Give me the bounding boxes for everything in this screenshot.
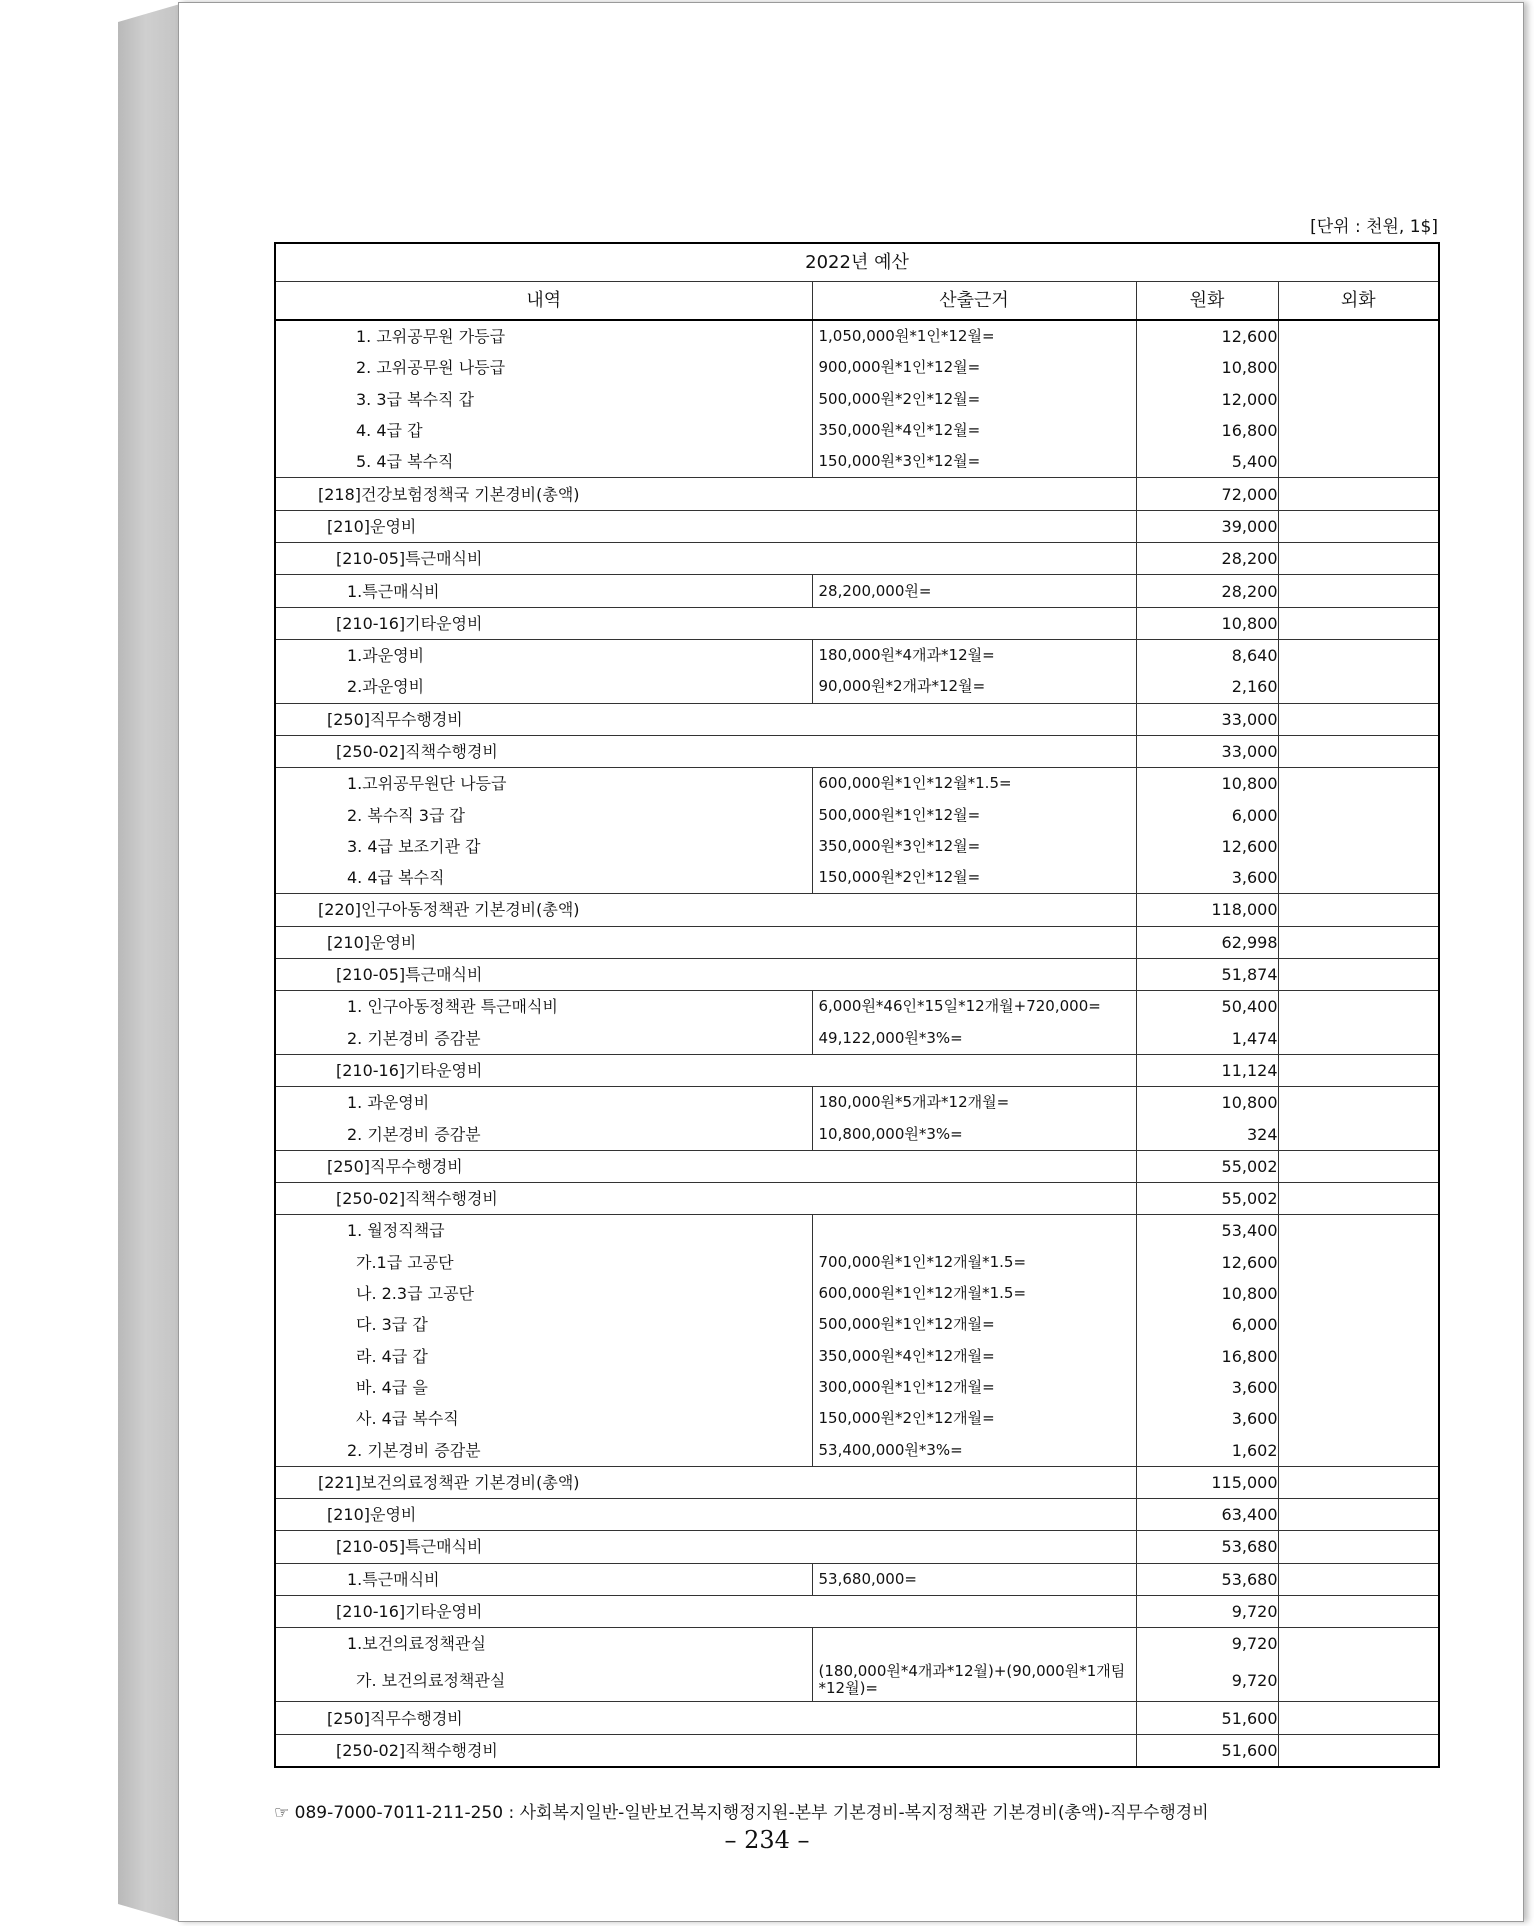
row-amount-foreign <box>1278 320 1439 352</box>
row-amount-foreign <box>1278 1403 1439 1434</box>
row-description: [210]운영비 <box>275 1498 1136 1530</box>
row-description: [218]건강보험정책국 기본경비(총액) <box>275 478 1136 510</box>
row-amount-krw: 39,000 <box>1136 510 1278 542</box>
row-description: [250-02]직책수행경비 <box>275 1734 1136 1767</box>
table-row <box>275 1734 1439 1767</box>
table-row <box>275 831 1439 862</box>
row-amount-krw: 33,000 <box>1136 735 1278 767</box>
row-amount-krw: 118,000 <box>1136 894 1278 926</box>
table-row <box>275 1702 1439 1734</box>
table-row <box>275 991 1439 1023</box>
row-amount-foreign <box>1278 768 1439 800</box>
row-description: 3. 4급 보조기관 갑 <box>275 831 812 862</box>
table-row <box>275 1278 1439 1309</box>
table-row <box>275 703 1439 735</box>
table-row <box>275 446 1439 478</box>
row-amount-krw: 55,002 <box>1136 1150 1278 1182</box>
row-amount-foreign <box>1278 1702 1439 1734</box>
table-row <box>275 384 1439 415</box>
row-basis: 500,000원*1인*12월= <box>812 799 1136 830</box>
table-row <box>275 1403 1439 1434</box>
table-row <box>275 958 1439 990</box>
table-row <box>275 799 1439 830</box>
account-code-footnote: ☞ 089-7000-7011-211-250 : 사회복지일반-일반보건복지행정지원-본부 기본경비-복지정책관 기본경비(총액)-직무수행경비 <box>274 1803 1209 1823</box>
row-description: [250-02]직책수행경비 <box>275 1183 1136 1215</box>
row-amount-krw: 16,800 <box>1136 1341 1278 1372</box>
table-row <box>275 415 1439 446</box>
row-amount-foreign <box>1278 1466 1439 1498</box>
row-description: 2. 기본경비 증감분 <box>275 1118 812 1150</box>
table-row <box>275 1150 1439 1182</box>
row-amount-foreign <box>1278 415 1439 446</box>
table-row <box>275 639 1439 671</box>
row-amount-krw: 9,720 <box>1136 1659 1278 1702</box>
table-row <box>275 768 1439 800</box>
row-amount-foreign <box>1278 671 1439 703</box>
row-amount-foreign <box>1278 543 1439 575</box>
row-amount-foreign <box>1278 1247 1439 1278</box>
row-description: [210-05]특근매식비 <box>275 1531 1136 1563</box>
row-basis: 900,000원*1인*12월= <box>812 352 1136 383</box>
row-description: 라. 4급 갑 <box>275 1341 812 1372</box>
row-amount-krw: 51,600 <box>1136 1702 1278 1734</box>
row-description: 1. 고위공무원 가등급 <box>275 320 812 352</box>
row-basis <box>812 1215 1136 1247</box>
row-amount-foreign <box>1278 991 1439 1023</box>
row-basis: 350,000원*4인*12개월= <box>812 1341 1136 1372</box>
row-amount-krw: 2,160 <box>1136 671 1278 703</box>
row-description: 1.고위공무원단 나등급 <box>275 768 812 800</box>
row-basis: (180,000원*4개과*12월)+(90,000원*1개팀*12월)= <box>812 1659 1136 1702</box>
row-description: 2. 고위공무원 나등급 <box>275 352 812 383</box>
table-row <box>275 575 1439 607</box>
table-row <box>275 1372 1439 1403</box>
row-description: [210-16]기타운영비 <box>275 607 1136 639</box>
row-description: 사. 4급 복수직 <box>275 1403 812 1434</box>
row-basis: 150,000원*3인*12월= <box>812 446 1136 478</box>
table-row <box>275 1023 1439 1055</box>
row-amount-foreign <box>1278 894 1439 926</box>
row-amount-krw: 9,720 <box>1136 1595 1278 1627</box>
row-amount-foreign <box>1278 1595 1439 1627</box>
row-description: [210]운영비 <box>275 926 1136 958</box>
row-amount-krw: 3,600 <box>1136 1403 1278 1434</box>
row-amount-foreign <box>1278 575 1439 607</box>
row-basis: 90,000원*2개과*12월= <box>812 671 1136 703</box>
row-amount-foreign <box>1278 831 1439 862</box>
row-amount-foreign <box>1278 1498 1439 1530</box>
table-row <box>275 926 1439 958</box>
row-amount-foreign <box>1278 1628 1439 1660</box>
row-amount-foreign <box>1278 1215 1439 1247</box>
row-basis: 350,000원*3인*12월= <box>812 831 1136 862</box>
table-row <box>275 1466 1439 1498</box>
row-amount-foreign <box>1278 1563 1439 1595</box>
row-amount-krw: 12,600 <box>1136 831 1278 862</box>
row-description: [210-05]특근매식비 <box>275 543 1136 575</box>
row-amount-foreign <box>1278 639 1439 671</box>
row-description: [250]직무수행경비 <box>275 703 1136 735</box>
table-body <box>275 320 1439 1767</box>
row-amount-foreign <box>1278 1118 1439 1150</box>
row-basis: 6,000원*46인*15일*12개월+720,000= <box>812 991 1136 1023</box>
row-description: 1. 과운영비 <box>275 1087 812 1119</box>
row-description: 5. 4급 복수직 <box>275 446 812 478</box>
row-amount-krw: 28,200 <box>1136 575 1278 607</box>
row-amount-foreign <box>1278 799 1439 830</box>
row-amount-krw: 10,800 <box>1136 352 1278 383</box>
row-amount-krw: 1,602 <box>1136 1434 1278 1466</box>
row-basis: 600,000원*1인*12개월*1.5= <box>812 1278 1136 1309</box>
table-row <box>275 352 1439 383</box>
row-amount-foreign <box>1278 478 1439 510</box>
row-amount-krw: 72,000 <box>1136 478 1278 510</box>
row-basis: 500,000원*1인*12개월= <box>812 1309 1136 1340</box>
row-amount-krw: 9,720 <box>1136 1628 1278 1660</box>
row-amount-krw: 51,874 <box>1136 958 1278 990</box>
row-amount-krw: 8,640 <box>1136 639 1278 671</box>
table-row <box>275 1247 1439 1278</box>
row-amount-foreign <box>1278 735 1439 767</box>
page-number: – 234 – <box>724 1826 810 1854</box>
column-header-basis: 산출근거 <box>812 282 1136 321</box>
row-amount-foreign <box>1278 1734 1439 1767</box>
row-description: 2. 기본경비 증감분 <box>275 1023 812 1055</box>
row-amount-krw: 10,800 <box>1136 768 1278 800</box>
row-amount-krw: 53,680 <box>1136 1531 1278 1563</box>
row-basis: 500,000원*2인*12월= <box>812 384 1136 415</box>
row-description: 1.특근매식비 <box>275 575 812 607</box>
column-header-description: 내역 <box>275 282 812 321</box>
row-amount-foreign <box>1278 1278 1439 1309</box>
table-row <box>275 1215 1439 1247</box>
row-amount-krw: 10,800 <box>1136 1087 1278 1119</box>
row-amount-krw: 53,400 <box>1136 1215 1278 1247</box>
row-amount-krw: 115,000 <box>1136 1466 1278 1498</box>
row-amount-krw: 12,000 <box>1136 384 1278 415</box>
row-amount-krw: 16,800 <box>1136 415 1278 446</box>
table-row <box>275 1498 1439 1530</box>
row-amount-krw: 28,200 <box>1136 543 1278 575</box>
row-amount-foreign <box>1278 703 1439 735</box>
row-basis: 700,000원*1인*12개월*1.5= <box>812 1247 1136 1278</box>
row-amount-krw: 33,000 <box>1136 703 1278 735</box>
row-basis: 28,200,000원= <box>812 575 1136 607</box>
row-amount-krw: 1,474 <box>1136 1023 1278 1055</box>
table-row <box>275 478 1439 510</box>
row-amount-krw: 51,600 <box>1136 1734 1278 1767</box>
row-amount-foreign <box>1278 862 1439 894</box>
book-spine <box>118 4 180 1922</box>
row-description: 2. 복수직 3급 갑 <box>275 799 812 830</box>
row-description: [210-16]기타운영비 <box>275 1054 1136 1086</box>
table-row <box>275 862 1439 894</box>
row-basis: 10,800,000원*3%= <box>812 1118 1136 1150</box>
row-description: 가.1급 고공단 <box>275 1247 812 1278</box>
row-amount-krw: 10,800 <box>1136 1278 1278 1309</box>
table-row <box>275 1659 1439 1702</box>
row-amount-foreign <box>1278 926 1439 958</box>
table-title: 2022년 예산 <box>275 243 1439 282</box>
row-description: 가. 보건의료정책관실 <box>275 1659 812 1702</box>
row-amount-krw: 12,600 <box>1136 320 1278 352</box>
row-amount-foreign <box>1278 1531 1439 1563</box>
row-amount-krw: 6,000 <box>1136 1309 1278 1340</box>
row-amount-foreign <box>1278 510 1439 542</box>
row-amount-krw: 62,998 <box>1136 926 1278 958</box>
table-row <box>275 894 1439 926</box>
row-amount-foreign <box>1278 1023 1439 1055</box>
row-basis: 350,000원*4인*12월= <box>812 415 1136 446</box>
row-basis: 150,000원*2인*12개월= <box>812 1403 1136 1434</box>
table-row <box>275 543 1439 575</box>
row-amount-foreign <box>1278 1434 1439 1466</box>
table-row <box>275 735 1439 767</box>
row-basis: 180,000원*4개과*12월= <box>812 639 1136 671</box>
row-amount-foreign <box>1278 1150 1439 1182</box>
row-amount-krw: 324 <box>1136 1118 1278 1150</box>
row-description: 3. 3급 복수직 갑 <box>275 384 812 415</box>
row-basis: 53,680,000= <box>812 1563 1136 1595</box>
table-row <box>275 1309 1439 1340</box>
row-description: [210-16]기타운영비 <box>275 1595 1136 1627</box>
row-description: 1.특근매식비 <box>275 1563 812 1595</box>
row-description: 나. 2.3급 고공단 <box>275 1278 812 1309</box>
row-basis: 49,122,000원*3%= <box>812 1023 1136 1055</box>
budget-table <box>274 242 1440 1768</box>
row-basis: 1,050,000원*1인*12월= <box>812 320 1136 352</box>
row-basis: 150,000원*2인*12월= <box>812 862 1136 894</box>
row-amount-krw: 3,600 <box>1136 1372 1278 1403</box>
row-description: 1.보건의료정책관실 <box>275 1628 812 1660</box>
row-amount-krw: 50,400 <box>1136 991 1278 1023</box>
table-row <box>275 1118 1439 1150</box>
row-description: 1.과운영비 <box>275 639 812 671</box>
row-amount-krw: 10,800 <box>1136 607 1278 639</box>
table-row <box>275 1087 1439 1119</box>
table-row <box>275 607 1439 639</box>
table-row <box>275 671 1439 703</box>
row-amount-foreign <box>1278 1659 1439 1702</box>
row-description: 2.과운영비 <box>275 671 812 703</box>
table-row <box>275 1183 1439 1215</box>
row-description: 다. 3급 갑 <box>275 1309 812 1340</box>
row-basis: 180,000원*5개과*12개월= <box>812 1087 1136 1119</box>
row-amount-krw: 55,002 <box>1136 1183 1278 1215</box>
row-description: [250]직무수행경비 <box>275 1702 1136 1734</box>
table-row <box>275 1341 1439 1372</box>
row-amount-krw: 5,400 <box>1136 446 1278 478</box>
row-amount-foreign <box>1278 958 1439 990</box>
row-amount-foreign <box>1278 352 1439 383</box>
row-description: [220]인구아동정책관 기본경비(총액) <box>275 894 1136 926</box>
table-row <box>275 1628 1439 1660</box>
column-header-krw: 원화 <box>1136 282 1278 321</box>
row-description: 4. 4급 복수직 <box>275 862 812 894</box>
row-amount-foreign <box>1278 446 1439 478</box>
row-amount-foreign <box>1278 607 1439 639</box>
row-amount-foreign <box>1278 1183 1439 1215</box>
row-description: 바. 4급 을 <box>275 1372 812 1403</box>
row-description: 1. 인구아동정책관 특근매식비 <box>275 991 812 1023</box>
row-description: [250-02]직책수행경비 <box>275 735 1136 767</box>
row-description: 1. 월정직책급 <box>275 1215 812 1247</box>
row-amount-krw: 6,000 <box>1136 799 1278 830</box>
row-description: 2. 기본경비 증감분 <box>275 1434 812 1466</box>
unit-note: [단위 : 천원, 1$] <box>1310 217 1438 237</box>
row-description: [210-05]특근매식비 <box>275 958 1136 990</box>
row-amount-foreign <box>1278 1372 1439 1403</box>
row-amount-foreign <box>1278 1309 1439 1340</box>
row-description: [250]직무수행경비 <box>275 1150 1136 1182</box>
row-amount-foreign <box>1278 1087 1439 1119</box>
table-row <box>275 320 1439 352</box>
row-amount-foreign <box>1278 1054 1439 1086</box>
row-amount-foreign <box>1278 384 1439 415</box>
row-amount-krw: 12,600 <box>1136 1247 1278 1278</box>
row-description: [210]운영비 <box>275 510 1136 542</box>
row-amount-krw: 3,600 <box>1136 862 1278 894</box>
row-amount-krw: 53,680 <box>1136 1563 1278 1595</box>
table-row <box>275 1054 1439 1086</box>
row-basis: 53,400,000원*3%= <box>812 1434 1136 1466</box>
row-basis: 300,000원*1인*12개월= <box>812 1372 1136 1403</box>
row-description: 4. 4급 갑 <box>275 415 812 446</box>
table-row <box>275 510 1439 542</box>
row-amount-krw: 11,124 <box>1136 1054 1278 1086</box>
row-amount-foreign <box>1278 1341 1439 1372</box>
row-amount-krw: 63,400 <box>1136 1498 1278 1530</box>
table-row <box>275 1563 1439 1595</box>
table-row <box>275 1531 1439 1563</box>
row-basis <box>812 1628 1136 1660</box>
table-row <box>275 1434 1439 1466</box>
row-basis: 600,000원*1인*12월*1.5= <box>812 768 1136 800</box>
column-header-foreign: 외화 <box>1278 282 1439 321</box>
table-row <box>275 1595 1439 1627</box>
row-description: [221]보건의료정책관 기본경비(총액) <box>275 1466 1136 1498</box>
